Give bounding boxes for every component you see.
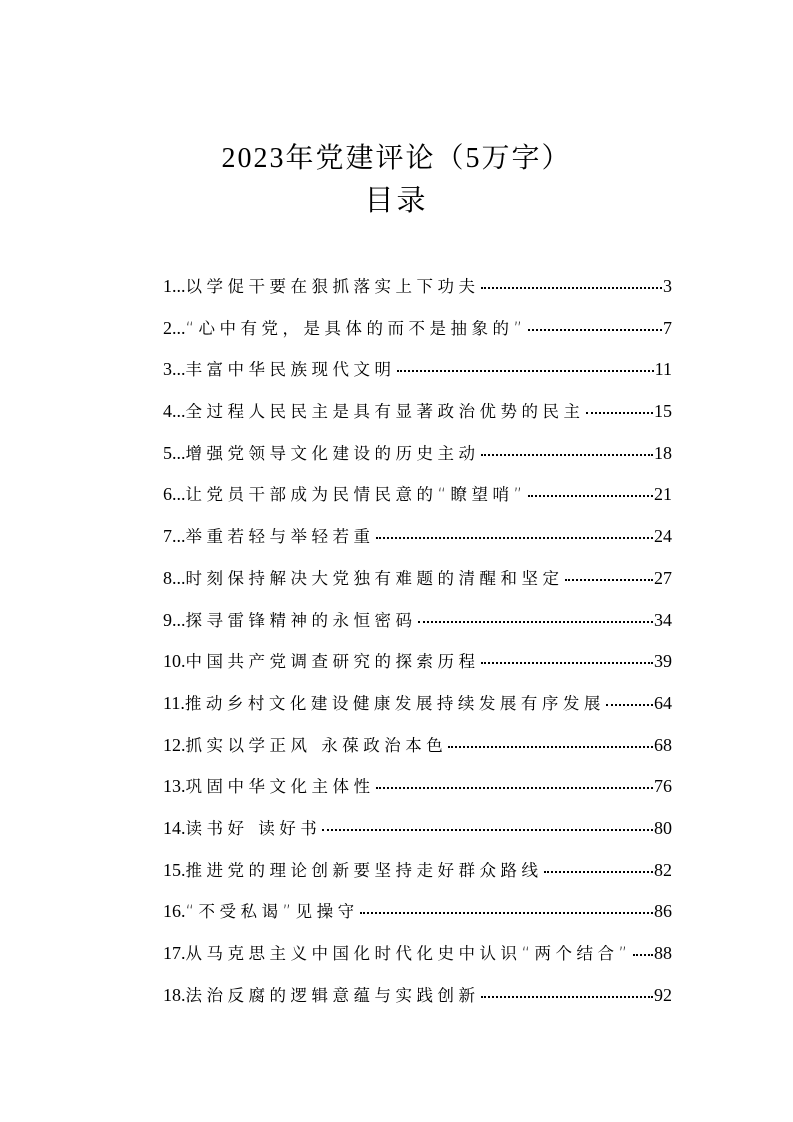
toc-entry-page: 68: [654, 734, 672, 755]
toc-entry-5[interactable]: [163, 438, 672, 480]
toc-entry-9[interactable]: [163, 605, 672, 647]
toc-entry-page: 64: [654, 692, 672, 713]
toc-entry-8[interactable]: [163, 563, 672, 605]
toc-entry-page: 27: [654, 567, 672, 588]
toc-heading: 目录: [364, 185, 429, 217]
toc-entry-number: 17.: [163, 943, 186, 963]
toc-entry-page: 39: [654, 651, 672, 672]
toc-dot-leader: [481, 647, 654, 667]
toc-entry-page: 18: [654, 442, 672, 463]
toc-entry-title: 读书好 读好书: [185, 818, 322, 838]
toc-entry-title: 全过程人民民主是具有显著政治优势的民主: [185, 402, 585, 422]
toc-entry-title: 探寻雷锋精神的永恒密码: [185, 610, 417, 630]
toc-dot-leader: [586, 397, 654, 417]
toc-entry-page: 24: [654, 526, 672, 547]
toc-dot-leader: [606, 689, 653, 709]
toc-entry-page: 82: [654, 859, 672, 880]
toc-entry-number: 12.: [163, 734, 186, 755]
toc-entry-number: 18.: [163, 984, 186, 1005]
toc-entry-6[interactable]: [163, 479, 672, 521]
toc-dot-leader: [544, 856, 654, 876]
toc-entry-number: 6...: [163, 484, 186, 505]
toc-entry-page: 3: [663, 276, 672, 296]
toc-entry-number: 13.: [163, 776, 186, 797]
toc-entry-number: 9...: [163, 609, 186, 630]
toc-entry-title: 推进党的理论创新要坚持走好群众路线: [185, 860, 543, 880]
toc-entry-4[interactable]: [163, 396, 672, 438]
toc-entry-number: 7...: [163, 526, 186, 547]
toc-entry-12[interactable]: [163, 730, 672, 772]
toc-entry-title: 增强党领导文化建设的历史主动: [185, 443, 480, 463]
toc-entry-number: 10.: [163, 651, 186, 672]
table-of-contents: [163, 271, 672, 1021]
toc-entry-10[interactable]: [163, 646, 672, 688]
toc-entry-1[interactable]: [163, 271, 672, 313]
toc-entry-number: 8...: [163, 567, 186, 588]
toc-entry-page: 7: [663, 317, 672, 338]
toc-entry-number: 11.: [163, 692, 185, 713]
toc-entry-title: 让党员干部成为民情民意的“瞭望哨”: [185, 485, 527, 505]
toc-entry-number: 15.: [163, 859, 186, 880]
toc-entry-title: 从马克思主义中国化时代化史中认识“两个结合”: [185, 944, 632, 963]
toc-entry-7[interactable]: [163, 521, 672, 563]
toc-entry-title: 以学促干要在狠抓落实上下功夫: [185, 277, 480, 296]
toc-dot-leader: [397, 355, 654, 375]
toc-entry-title: “不受私谒”见操守: [185, 902, 359, 922]
toc-entry-page: 92: [654, 984, 672, 1005]
toc-entry-17[interactable]: [163, 938, 672, 980]
toc-entry-title: 法治反腐的逻辑意蕴与实践创新: [185, 985, 480, 1005]
toc-entry-title: 举重若轻与举轻若重: [185, 527, 375, 547]
toc-dot-leader: [528, 314, 662, 334]
toc-dot-leader: [322, 814, 653, 834]
toc-entry-13[interactable]: [163, 771, 672, 813]
toc-entry-number: 4...: [163, 401, 186, 422]
toc-dot-leader: [481, 981, 654, 1001]
toc-entry-page: 88: [654, 943, 672, 963]
toc-entry-page: 76: [654, 776, 672, 797]
toc-dot-leader: [481, 439, 654, 459]
toc-entry-page: 80: [654, 817, 672, 838]
toc-entry-15[interactable]: [163, 855, 672, 897]
toc-entry-title: 中国共产党调查研究的探索历程: [185, 652, 480, 672]
toc-entry-title: 抓实以学正风 永葆政治本色: [185, 735, 448, 755]
toc-entry-title: 巩固中华文化主体性: [185, 777, 375, 797]
toc-entry-page: 86: [654, 901, 672, 922]
toc-entry-number: 14.: [163, 817, 186, 838]
toc-entry-title: 丰富中华民族现代文明: [185, 360, 396, 380]
toc-entry-3[interactable]: [163, 354, 672, 396]
document-title: 2023年党建评论（5万字）: [221, 143, 572, 174]
toc-entry-title: “心中有党，是具体的而不是抽象的”: [185, 318, 527, 338]
toc-entry-16[interactable]: [163, 896, 672, 938]
toc-entry-14[interactable]: [163, 813, 672, 855]
toc-entry-title: 时刻保持解决大党独有难题的清醒和坚定: [185, 568, 564, 588]
toc-entry-18[interactable]: [163, 980, 672, 1022]
toc-entry-page: 34: [654, 609, 672, 630]
toc-entry-number: 16.: [163, 901, 186, 922]
toc-dot-leader: [448, 731, 653, 751]
toc-entry-title: 推动乡村文化建设健康发展持续发展有序发展: [184, 693, 605, 713]
toc-entry-number: 5...: [163, 442, 186, 463]
toc-dot-leader: [376, 522, 654, 542]
toc-entry-number: 3...: [163, 359, 186, 380]
toc-dot-leader: [376, 772, 654, 792]
toc-entry-page: 15: [654, 401, 672, 422]
toc-dot-leader: [418, 606, 654, 626]
toc-dot-leader: [360, 897, 653, 917]
toc-dot-leader: [565, 564, 654, 584]
toc-entry-2[interactable]: [163, 313, 672, 355]
toc-entry-number: 1...: [163, 276, 186, 296]
toc-entry-number: 2...: [163, 317, 186, 338]
toc-entry-11[interactable]: [163, 688, 672, 730]
toc-entry-page: 11: [654, 359, 672, 380]
toc-dot-leader: [481, 272, 663, 292]
toc-entry-page: 21: [654, 484, 672, 505]
toc-dot-leader: [633, 939, 653, 959]
toc-dot-leader: [528, 480, 653, 500]
